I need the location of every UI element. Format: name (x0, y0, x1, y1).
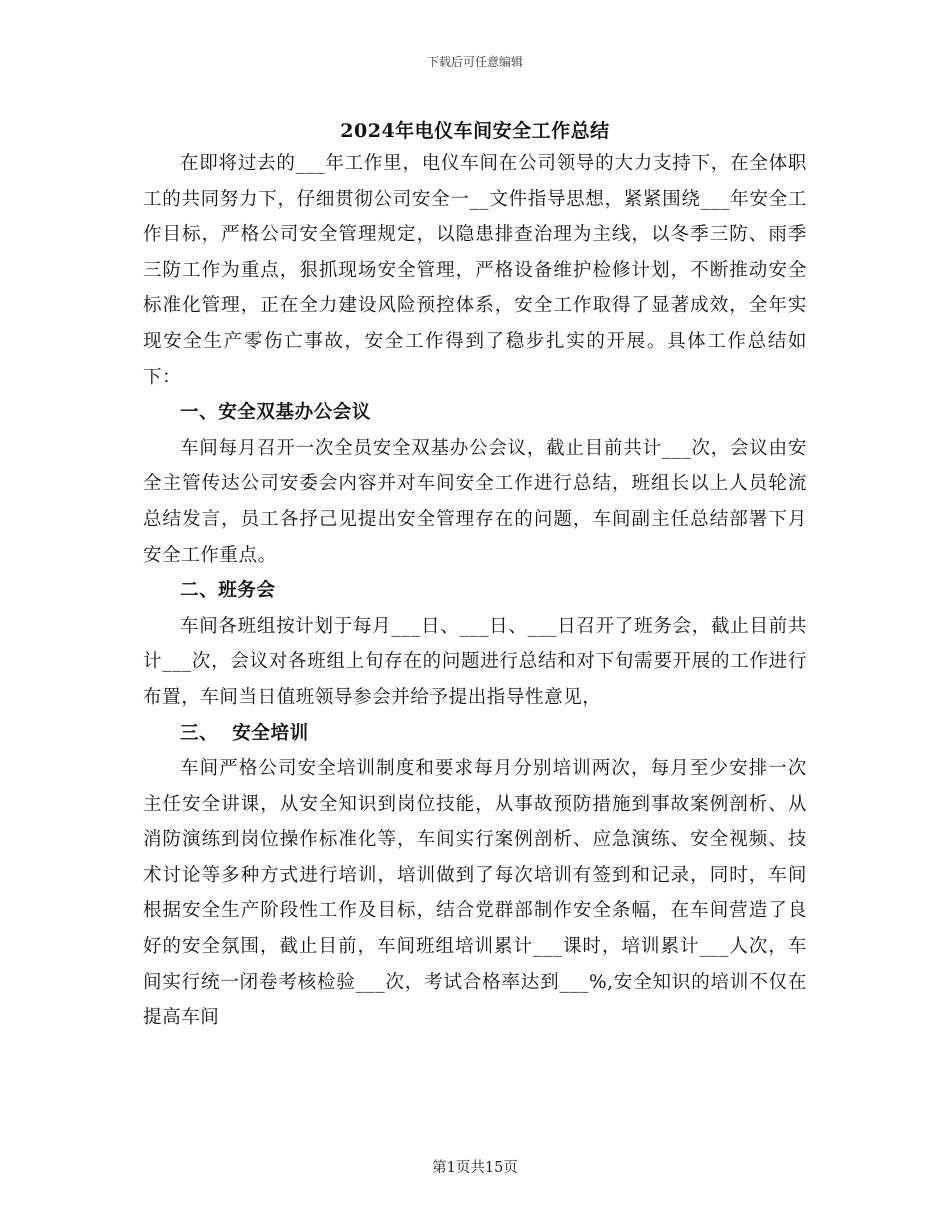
header-note: 下载后可任意编辑 (426, 55, 523, 69)
intro-paragraph: 在即将过去的___年工作里，电仪车间在公司领导的大力支持下，在全体职工的共同努力下，仔细贯彻公司安全一__文件指导思想，紧紧围绕___年安全工作目标，严格公司安全管理规定，以隐患排查治理为主线，以冬季三防、雨季三防工作为重点，狠抓现场安全管理，严格设备维护检修计划，不断推动安全标准化管理，正在全力建设风险预控体系，安全工作取得了显著成效，全年实现安全生产零伤亡事故，安全工作得到了稳步扎实的开展。具体工作总结如下： (143, 153, 807, 388)
document-body (143, 146, 807, 1036)
document-title: 2024年电仪车间安全工作总结 (340, 120, 610, 142)
section-paragraph-3: 车间严格公司安全培训制度和要求每月分别培训两次，每月至少安排一次主任安全讲课，从安全知识到岗位技能，从事故预防措施到事故案例剖析、从消防演练到岗位操作标准化等，车间实行案例剖析、应急演练、安全视频、技术讨论等多种方式进行培训，培训做到了每次培训有签到和记录，同时，车间根据安全生产阶段性工作及目标，结合党群部制作安全条幅，在车间营造了良好的安全氛围，截止目前，车间班组培训累计___课时，培训累计___人次，车间实行统一闭卷考核检验___次，考试合格率达到___%,安全知识的培训不仅在提高车间 (143, 758, 807, 1029)
section-heading-1: 一、安全双基办公会议 (180, 402, 372, 424)
section-heading-3: 三、 安全培训 (180, 722, 309, 744)
section-paragraph-1: 车间每月召开一次全员安全双基办公会议，截止目前共计___次，会议由安全主管传达公司安委会内容并对车间安全工作进行总结，班组长以上人员轮流总结发言，员工各抒己见提出安全管理存在的问题，车间副主任总结部署下月安全工作重点。 (143, 437, 807, 566)
section-paragraph-2: 车间各班组按计划于每月___日、___日、___日召开了班务会，截止目前共计___次，会议对各班组上旬存在的问题进行总结和对下旬需要开展的工作进行布置，车间当日值班领导参会并给予提出指导性意见， (143, 615, 807, 708)
page-number: 第1页共15页 (432, 1160, 518, 1176)
section-heading-2: 二、班务会 (180, 580, 276, 602)
